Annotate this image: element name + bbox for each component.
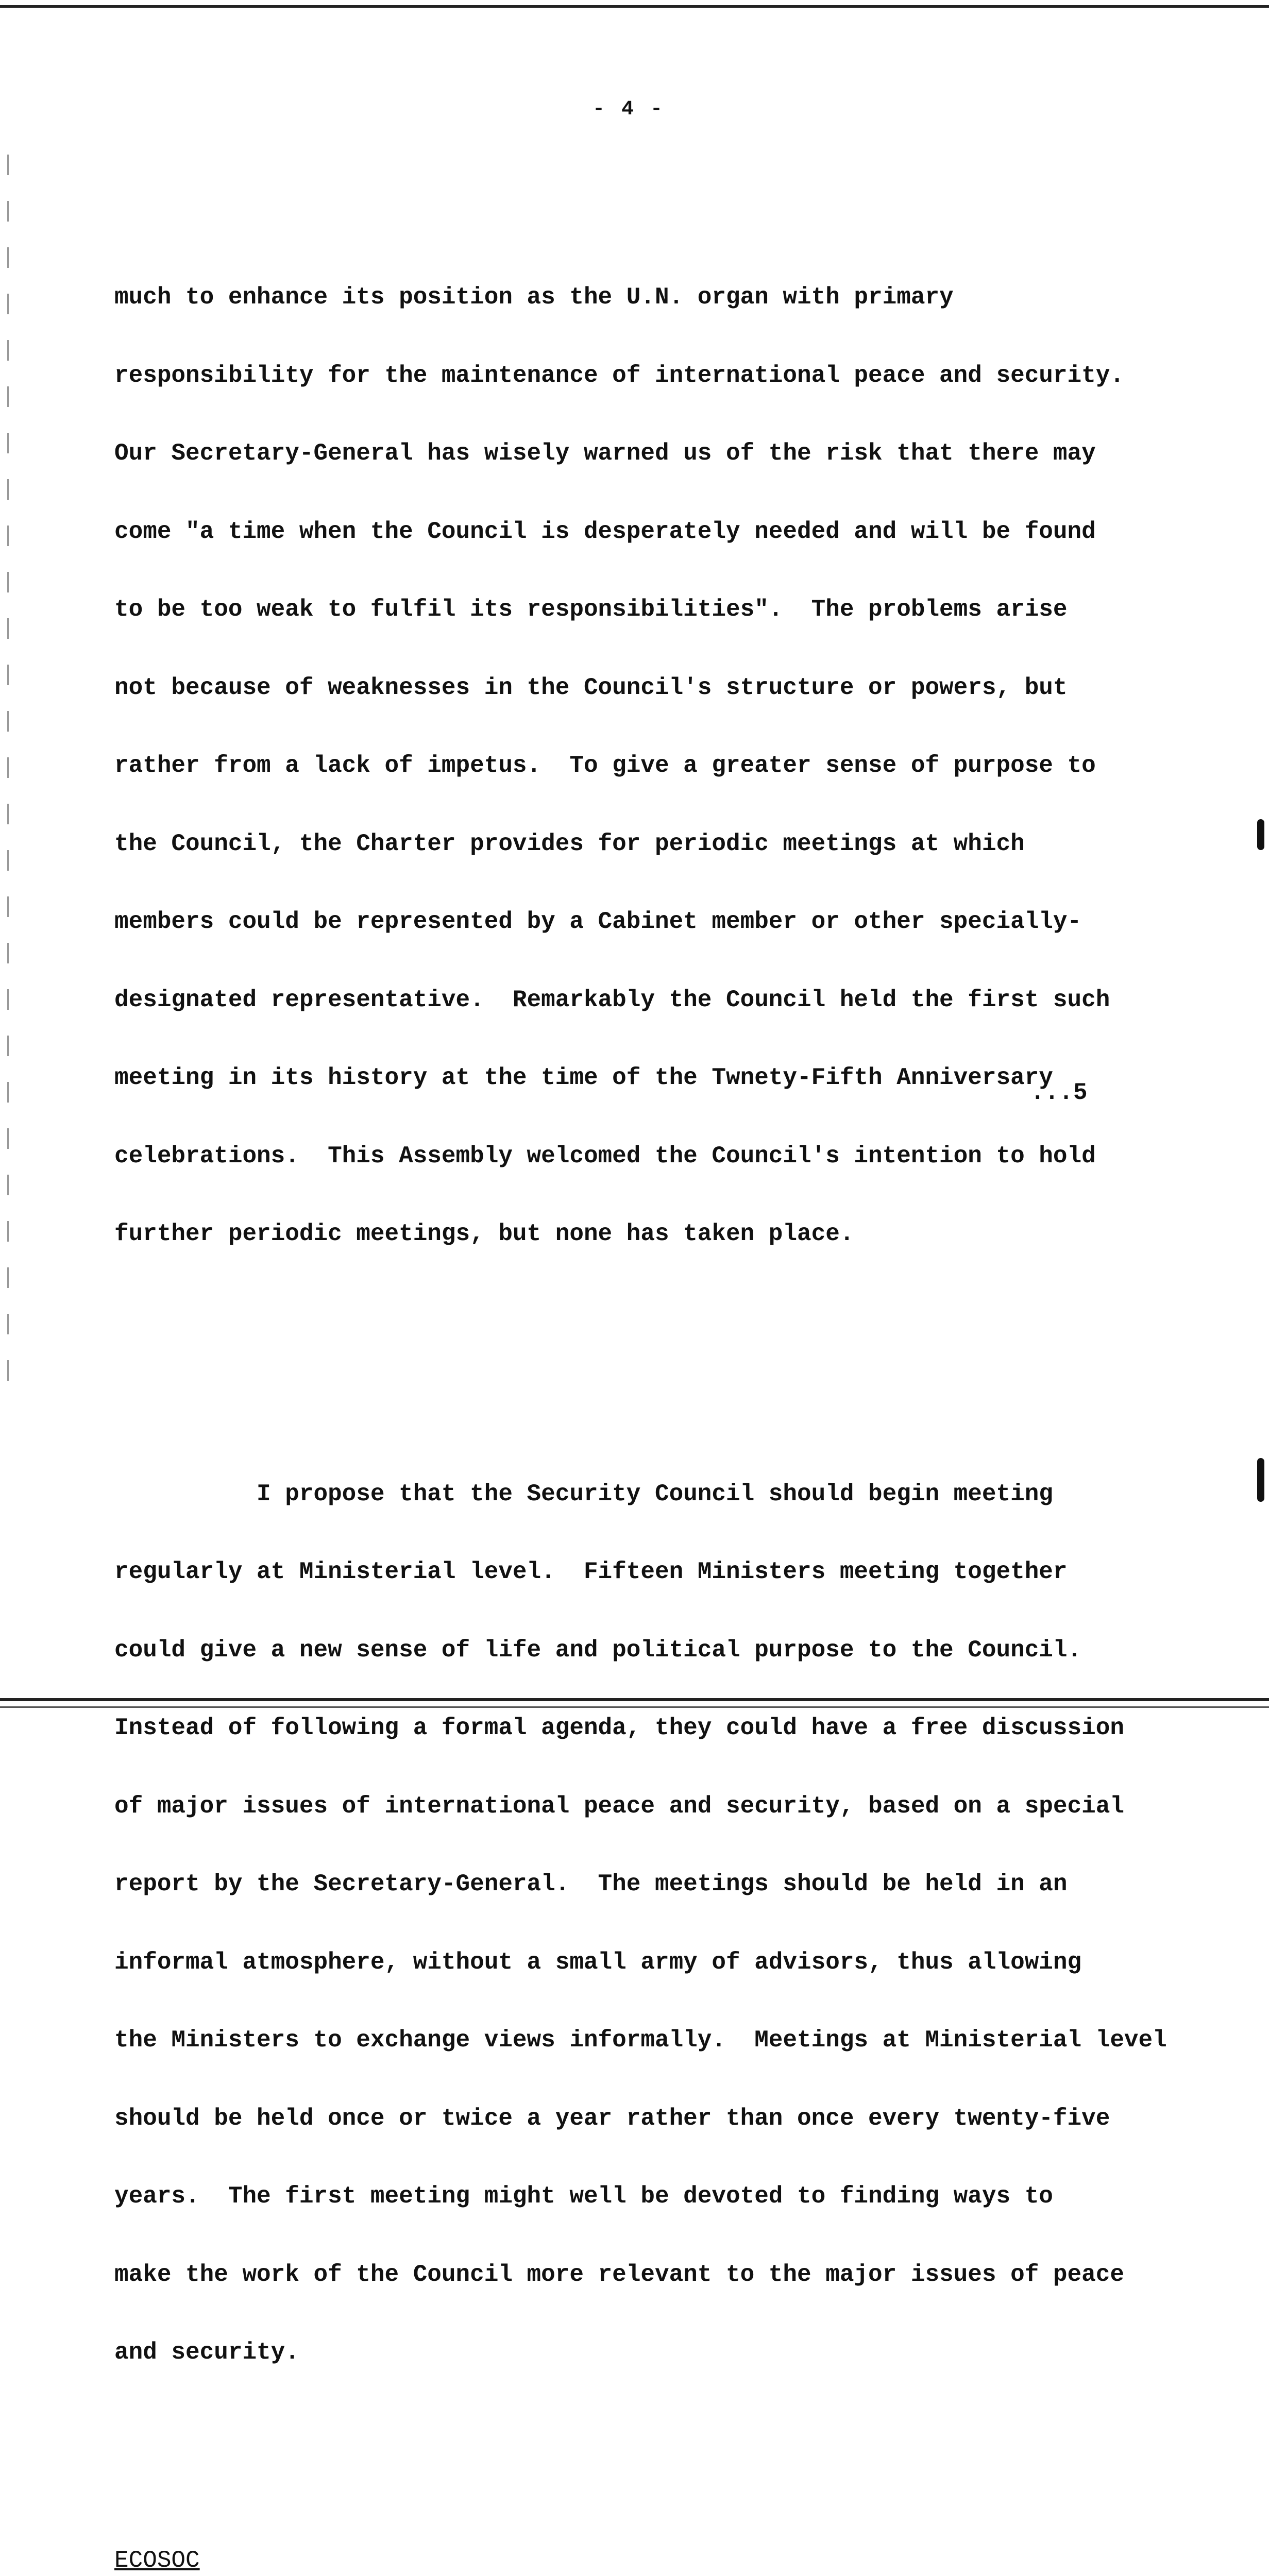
text-line: years. The first meeting might well be devoted to finding ways to <box>114 2183 1053 2210</box>
section-heading: ECOSOC <box>114 2547 200 2574</box>
continuation-marker: ...5 <box>1030 1079 1088 1106</box>
text-line: should be held once or twice a year rather than once every twenty-five <box>114 2105 1110 2132</box>
bottom-border-line <box>0 1698 1269 1701</box>
page-number: - 4 - <box>593 98 665 121</box>
text-line: come "a time when the Council is desperately needed and will be found <box>114 518 1096 545</box>
text-line: the Ministers to exchange views informally. Meetings at Ministerial level <box>114 2027 1167 2054</box>
text-line: rather from a lack of impetus. To give a greater sense of purpose to <box>114 752 1096 779</box>
paragraph-2 <box>114 1429 1258 2418</box>
text-line: informal atmosphere, without a small army of advisors, thus allowing <box>114 1948 1082 1976</box>
text-line: meeting in its history at the time of the Twnety-Fifth Anniversary <box>114 1064 1053 1091</box>
paragraph-1 <box>114 232 1258 1299</box>
text-line: designated representative. Remarkably the Council held the first such <box>114 986 1110 1013</box>
top-border-line <box>0 5 1269 8</box>
text-line: make the work of the Council more relevant to the major issues of peace <box>114 2261 1124 2288</box>
text-line: report by the Secretary-General. The meetings should be held in an <box>114 1871 1068 1897</box>
text-line: to be too weak to fulfil its responsibilities". The problems arise <box>114 596 1068 623</box>
document-body <box>114 180 1258 2576</box>
text-line: further periodic meetings, but none has taken place. <box>114 1221 854 1247</box>
text-line: responsibility for the maintenance of international peace and security. <box>114 362 1124 389</box>
bottom-border-line-secondary <box>0 1706 1269 1708</box>
scan-mark <box>1257 1458 1264 1502</box>
text-line: Instead of following a formal agenda, they could have a free discussion <box>114 1715 1124 1741</box>
text-line: and security. <box>114 2339 299 2366</box>
text-line: I propose that the Security Council should begin meeting <box>114 1480 1053 1507</box>
text-line: the Council, the Charter provides for periodic meetings at which <box>114 830 1025 857</box>
text-line: members could be represented by a Cabinet member or other specially- <box>114 908 1082 935</box>
text-line: could give a new sense of life and political purpose to the Council. <box>114 1636 1082 1664</box>
text-line: regularly at Ministerial level. Fifteen Ministers meeting together <box>114 1558 1068 1585</box>
text-line: Our Secretary-General has wisely warned us of the risk that there may <box>114 440 1096 467</box>
text-line: of major issues of international peace and security, based on a special <box>114 1792 1124 1820</box>
scan-mark <box>1257 819 1264 850</box>
scan-left-edge <box>7 155 9 1391</box>
text-line: not because of weaknesses in the Council's structure or powers, but <box>114 674 1068 701</box>
text-line: celebrations. This Assembly welcomed the Council's intention to hold <box>114 1142 1096 1170</box>
text-line: much to enhance its position as the U.N. organ with primary <box>114 284 954 311</box>
